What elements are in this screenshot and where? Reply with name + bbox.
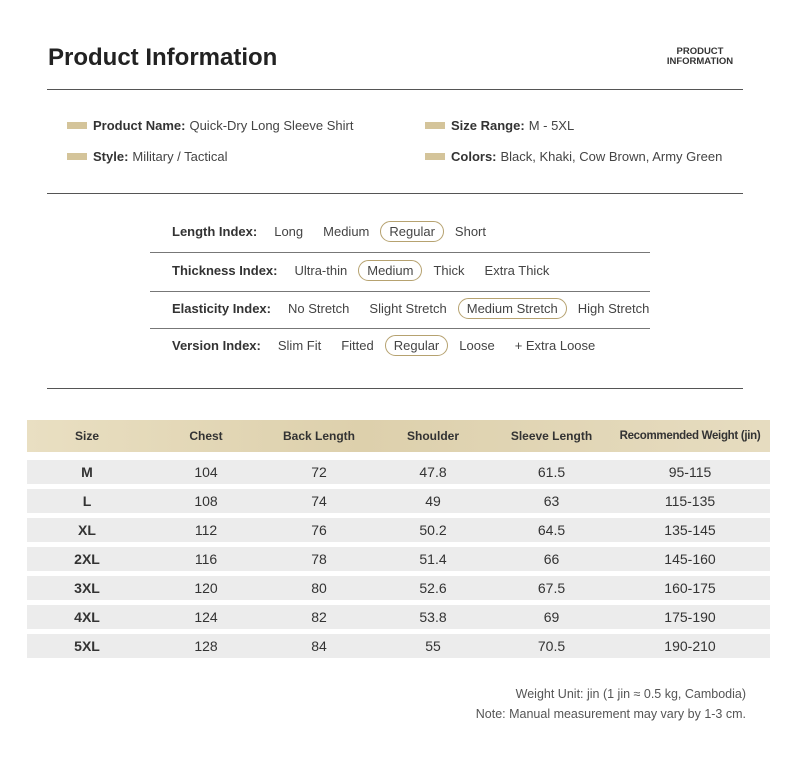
table-cell: 128 [194,638,218,654]
table-cell: 55 [425,638,441,654]
index-divider [150,252,650,253]
table-cell: 72 [311,464,327,480]
info-value: Quick-Dry Long Sleeve Shirt [189,118,354,133]
header-cell: Back Length [282,429,355,443]
page-title: Product Information [48,44,278,71]
info-product-name [67,118,353,133]
table-cell: 145-160 [664,551,716,567]
table-cell: 5XL [74,638,100,654]
accent-bar [67,153,87,160]
option: Ultra-thin [294,263,348,278]
table-cell: 69 [543,609,560,625]
table-cell: L [82,493,92,509]
thickness-index-row [150,260,650,281]
option: Loose [459,338,495,353]
table-cell: 51.4 [419,551,447,567]
divider-top [47,89,743,90]
table-cell: 82 [311,609,327,625]
option-selected: Medium Stretch [458,298,567,319]
title-tag: PRODUCT INFORMATION [666,46,734,67]
table-cell: 112 [194,522,218,538]
option: High Stretch [577,301,650,316]
index-key: Thickness Index: [172,263,278,278]
table-cell: M [81,464,93,480]
weight-unit-note: Weight Unit: jin (1 jin ≈ 0.5 kg, Cambodia) [515,687,746,701]
header-cell: Size [74,429,99,443]
table-cell: 104 [194,464,218,480]
table-cell: XL [78,522,96,538]
table-cell: 4XL [74,609,100,625]
info-key: Colors: [451,149,497,164]
table-header [27,420,770,452]
table-cell: 95-115 [668,464,712,480]
table-cell: 61.5 [537,464,566,480]
table-cell: 63 [543,493,560,509]
table-cell: 74 [311,493,327,509]
option: Extra Thick [484,263,550,278]
table-cell: 135-145 [664,522,716,538]
option: Slight Stretch [369,301,447,316]
table-cell: 50.2 [419,522,447,538]
table-cell: 78 [311,551,327,567]
index-key: Version Index: [172,338,261,353]
table-row [27,489,770,513]
index-divider [150,291,650,292]
header-cell: Shoulder [406,429,459,443]
table-cell: 84 [311,638,327,654]
version-index-row [150,335,650,356]
accent-bar [425,153,445,160]
option-selected: Regular [385,335,449,356]
info-style [67,149,228,164]
length-index-row [150,221,650,242]
index-key: Length Index: [172,224,258,239]
table-cell: 116 [194,551,218,567]
info-value: Military / Tactical [132,149,228,164]
table-cell: 2XL [74,551,100,567]
info-value: Black, Khaki, Cow Brown, Army Green [500,149,723,164]
info-key: Product Name: [93,118,186,133]
info-value: M - 5XL [528,118,575,133]
table-cell: 175-190 [664,609,716,625]
option: Fitted [341,338,374,353]
table-cell: 190-210 [664,638,716,654]
table-cell: 76 [311,522,327,538]
table-cell: 52.6 [419,580,447,596]
option: Short [454,224,486,239]
option: Medium [323,224,370,239]
table-row [27,460,770,484]
table-row [27,576,770,600]
table-cell: 53.8 [419,609,447,625]
table-cell: 80 [311,580,327,596]
table-row [27,518,770,542]
table-cell: 67.5 [537,580,566,596]
size-table [27,420,770,658]
measurement-note: Note: Manual measurement may vary by 1-3 cm. [475,707,746,721]
option-selected: Medium [358,260,422,281]
table-cell: 49 [425,493,441,509]
table-cell: 64.5 [537,522,566,538]
option: Thick [433,263,465,278]
table-row [27,547,770,571]
info-key: Style: [93,149,129,164]
table-cell: 160-175 [664,580,716,596]
table-cell: 66 [543,551,560,567]
accent-bar [67,122,87,129]
info-colors [425,149,722,164]
table-cell: 47.8 [419,464,447,480]
table-cell: 120 [194,580,218,596]
header-cell: Sleeve Length [510,429,593,443]
divider-middle [47,193,743,194]
table-cell: 115-135 [664,493,716,509]
table-cell: 108 [194,493,218,509]
table-cell: 70.5 [537,638,566,654]
table-row [27,605,770,629]
option: No Stretch [287,301,350,316]
option: Long [274,224,304,239]
info-key: Size Range: [451,118,525,133]
option-selected: Regular [380,221,444,242]
accent-bar [425,122,445,129]
header-cell: Chest [189,429,223,443]
info-size-range [425,118,574,133]
table-cell: 3XL [74,580,100,596]
index-key: Elasticity Index: [172,301,271,316]
option: + Extra Loose [514,338,596,353]
header-cell: Recommended Weight (jin) [619,430,761,442]
divider-bottom [47,388,743,389]
option: Slim Fit [277,338,322,353]
table-row [27,634,770,658]
table-cell: 124 [194,609,218,625]
index-divider [150,328,650,329]
elasticity-index-row [150,298,650,319]
